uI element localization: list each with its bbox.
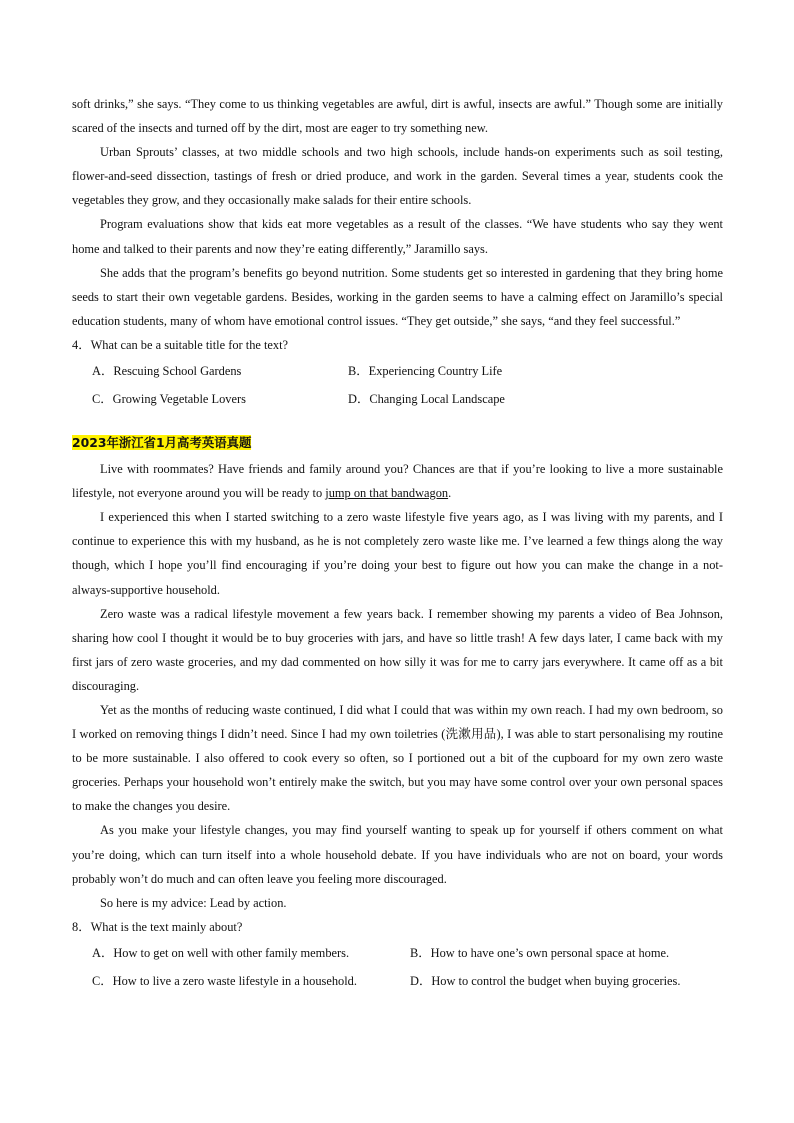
- passage2-paragraph-5: As you make your lifestyle changes, you may find yourself wanting to speak up for yourself if others comment on what you’re doing, which can turn itself into a whole household debate. If you have individuals who are not on board, your words probably won’t do much and can often leave you feeling more discouraged.: [72, 823, 723, 886]
- question-8-option-c: C．How to live a zero waste lifestyle in a household.: [92, 973, 357, 988]
- question-8-options: [92, 939, 723, 995]
- question-4-option-a: A．Rescuing School Gardens: [92, 364, 242, 379]
- passage2-paragraph-2: I experienced this when I started switching to a zero waste lifestyle five years ago, as I was living with my parents, and I continue to experience this with my husband, as he is not completely zero waste like me. I’ve learned a few things along the way though, which I hope you’ll find encouraging if you’re doing your best to figure out how you can make the change in a not-always-supportive household.: [72, 510, 723, 597]
- passage2-paragraph-4: Yet as the months of reducing waste continued, I did what I could that was within my own reach. I had my own bedroom, so I worked on removing things I didn’t need. Since I had my own toiletries (洗漱用品), I was able to start personalising my routine to be more sustainable. I also offered to cook every so often, so I portioned out a bit of the cupboard for my own zero waste groceries. Perhaps your household won’t entirely make the switch, but you may have some control over your own personal spaces to make the changes you desire.: [72, 702, 723, 814]
- passage2-p1-text: Live with roommates? Have friends and family around you? Chances are that if you’re looking to live a more sustainable lifestyle, not everyone around you will be ready to: [72, 462, 723, 501]
- question-4-option-c: C．Growing Vegetable Lovers: [92, 392, 246, 407]
- question-4-options: [92, 357, 723, 413]
- passage2-paragraph-3: Zero waste was a radical lifestyle movement a few years back. I remember showing my parents a video of Bea Johnson, sharing how cool I thought it would be to buy groceries with jars, and have so little trash! A few days later, I came back with my first jars of zero waste groceries, and my dad commented on how silly it was for me to carry jars everywhere. It came off as a bit discouraging.: [72, 606, 723, 693]
- question-8-option-b: B．How to have one’s own personal space at home.: [410, 945, 670, 960]
- passage1-paragraph-1: soft drinks,” she says. “They come to us thinking vegetables are awful, dirt is awful, insects are awful.” Though some are initially scared of the insects and turned off by the dirt, most are eager to try something new.: [72, 97, 723, 136]
- passage1-paragraph-2: Urban Sprouts’ classes, at two middle schools and two high schools, include hands-on experiments such as soil testing, flower-and-seed dissection, tastings of fresh or dried produce, and work in the garden. Several times a year, students cook the vegetables they grow, and they occasionally make salads for their entire schools.: [72, 145, 723, 208]
- question-8-option-a: A．How to get on well with other family members.: [92, 945, 350, 960]
- document-page: [72, 92, 723, 995]
- passage2-p1-end: .: [448, 486, 452, 501]
- passage2-paragraph-6: So here is my advice: Lead by action.: [100, 895, 287, 910]
- section-title-highlight: 2023年浙江省1月高考英语真题: [72, 435, 252, 451]
- underlined-phrase: jump on that bandwagon: [325, 486, 449, 501]
- passage1-paragraph-3: Program evaluations show that kids eat more vegetables as a result of the classes. “We have students who say they went home and talked to their parents and now they’re eating differently,” Jaramillo says.: [72, 217, 723, 256]
- passage2-paragraph-1: [72, 457, 723, 505]
- question-4-option-b: B．Experiencing Country Life: [348, 364, 503, 379]
- passage1-paragraph-4: She adds that the program’s benefits go beyond nutrition. Some students get so interested in gardening that they bring home seeds to start their own vegetable gardens. Besides, working in the garden seems to have a calming effect on Jaramillo’s special education students, many of whom have emotional control issues. “They get outside,” she says, “and they feel successful.”: [72, 265, 723, 328]
- question-4: 4．What can be a suitable title for the text?: [72, 337, 289, 352]
- question-8: 8．What is the text mainly about?: [72, 919, 243, 934]
- question-8-option-d: D．How to control the budget when buying groceries.: [410, 973, 681, 988]
- section-title: [72, 431, 723, 455]
- question-4-option-d: D．Changing Local Landscape: [348, 392, 505, 407]
